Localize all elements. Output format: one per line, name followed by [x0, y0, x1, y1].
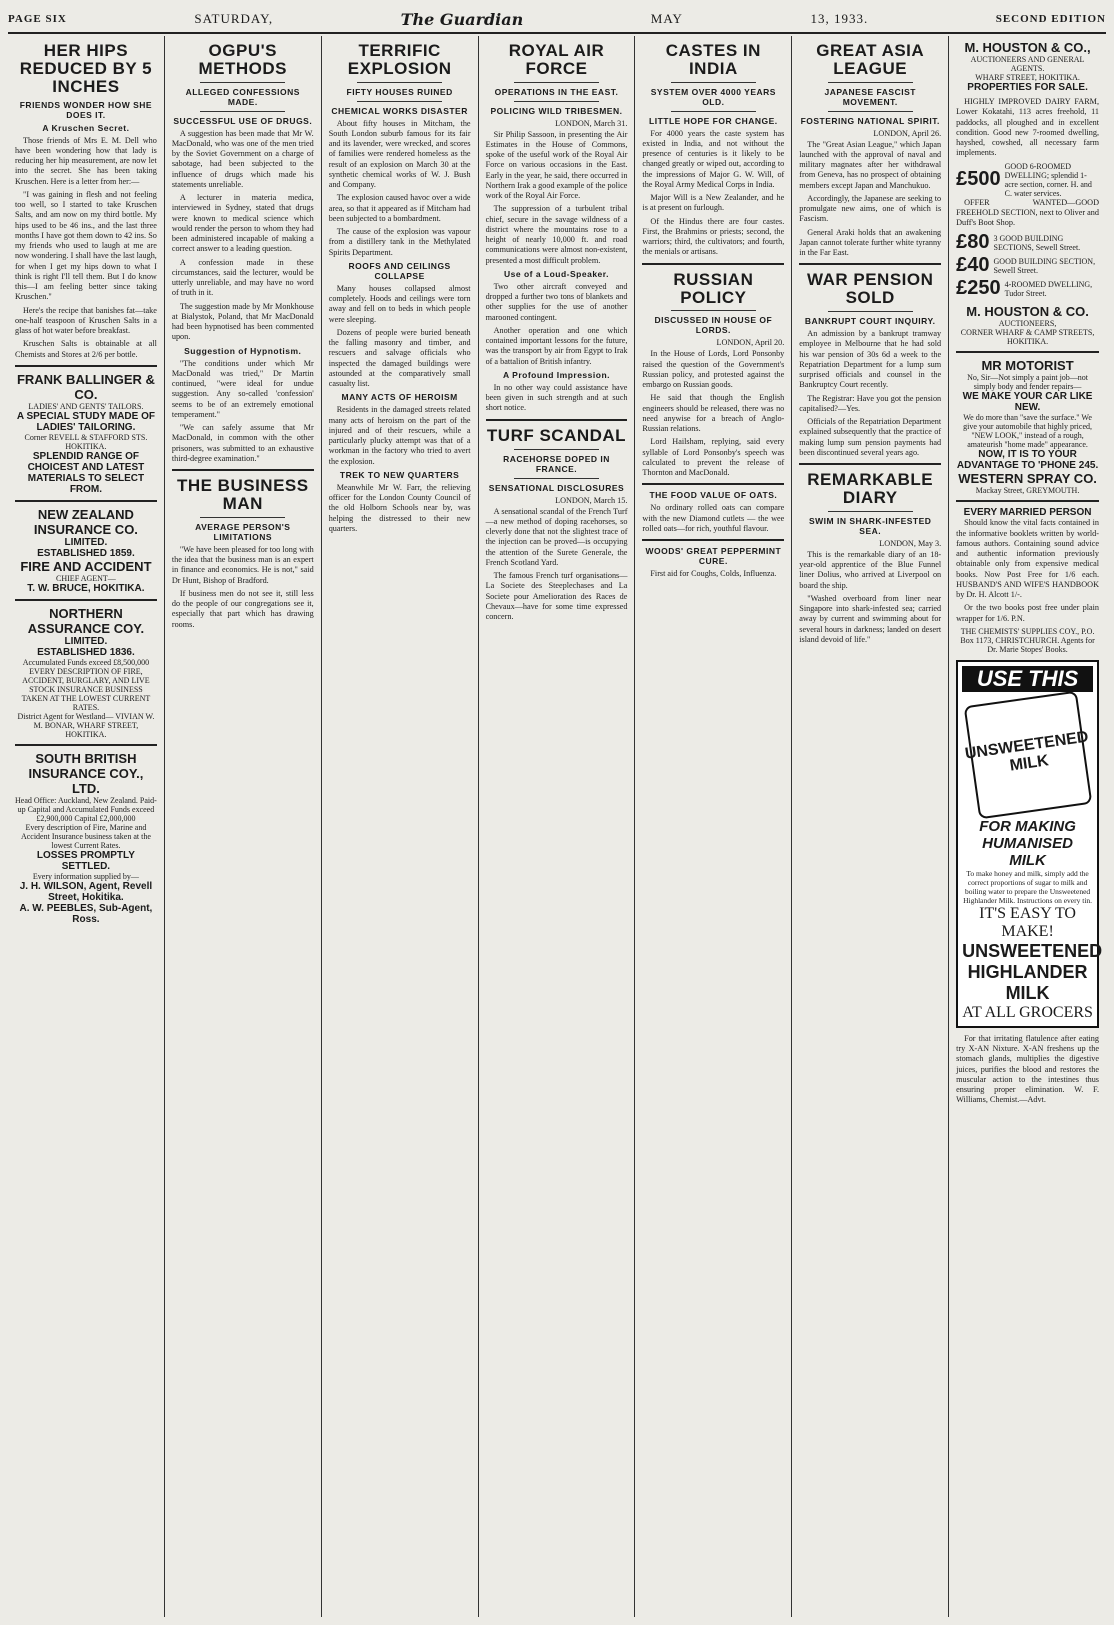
- kicker: TREK TO NEW QUARTERS: [339, 469, 460, 480]
- ad-line: J. H. WILSON, Agent, Revell Street, Hokitika.: [19, 880, 153, 903]
- paragraph: Those friends of Mrs E. M. Dell who have been wondering how that lady is reducing her hip measurement, are now let into the secret. She has been taking Kruschen. Here is a letter from her:—: [15, 135, 157, 186]
- divider: [956, 500, 1099, 502]
- ad-line: SPLENDID RANGE OF CHOICEST AND LATEST MATERIALS TO SELECT FROM.: [27, 450, 145, 495]
- ad-line: ESTABLISHED 1836.: [37, 646, 135, 658]
- subhead: ALLEGED CONFESSIONS MADE.: [185, 86, 300, 107]
- subhead: BANKRUPT COURT INQUIRY.: [804, 316, 936, 327]
- masthead-month: MAY: [650, 11, 683, 26]
- ad-title: EVERY MARRIED PERSON: [963, 507, 1092, 519]
- ad-address: Mackay Street, GREYMOUTH.: [975, 486, 1080, 496]
- divider: [828, 82, 913, 83]
- paragraph: Officials of the Repatriation Department explained subsequently that the practice of making lump sum pension payments had been discontinued several years ago.: [799, 417, 942, 457]
- paragraph: Major Will is a New Zealander, and he is at present on furlough.: [642, 193, 785, 213]
- paragraph: The famous French turf organisations—La Societe des Steeplechases and La Societe pour Amelioration des Races de Chevaux—have for some time expressed concern.: [485, 571, 628, 622]
- paragraph: The suggestion made by Mr Monkhouse at Bialystok, Poland, that Mr MacDonald had been hypnotised has been commented upon.: [171, 301, 314, 342]
- paragraph: "The conditions under which Mr MacDonald was tried," Dr Martin continued, "were ideal for undue suggestion. Any so-called 'confession' seems to be of an extremely emotional temperament.": [171, 358, 314, 419]
- paragraph: No ordinary rolled oats can compare with the new Diamond cutlets — the wee rolled oats—for rich, youthful flavour.: [642, 503, 785, 533]
- column-3: [322, 36, 479, 1617]
- dateline: LONDON, April 26.: [873, 128, 942, 138]
- price-value: £250: [956, 277, 1001, 300]
- divider: [671, 82, 756, 83]
- ad-title: MR MOTORIST: [981, 358, 1074, 374]
- paragraph: Two other aircraft conveyed and dropped a further two tons of blankets and other supplies for the use of another marooned contingent.: [485, 281, 628, 322]
- headline-castes: CASTES IN INDIA: [665, 41, 761, 78]
- ad-line: ESTABLISHED 1859.: [37, 547, 135, 559]
- headline-remarkable-diary: REMARKABLE DIARY: [807, 470, 934, 507]
- kicker: WOODS' GREAT PEPPERMINT CURE.: [645, 546, 782, 567]
- ad-paragraph: Should know the vital facts contained in the informative booklets written by world-famous authors. Containing sound advice and authentic information previously obtainable only from expensive medical books. Now Post Free for 1/6 each. HUSBAND'S AND WIFE'S HANDBOOK by Dr. H. Alcott 1/-.: [956, 518, 1099, 599]
- ad-line: LIMITED.: [64, 635, 108, 647]
- paragraph: Here's the recipe that banishes fat—take one-half teaspoon of Kruschen Salts in a glass of hot water before breakfast.: [15, 305, 157, 336]
- dateline: LONDON, March 31.: [555, 118, 628, 128]
- milk-use-this: USE THIS: [962, 666, 1093, 692]
- paragraph: Another operation and one which contained important lessons for the future, was the transport by air from Egypt to Irak of a battalion of British infantry.: [485, 325, 628, 366]
- paragraph: Many houses collapsed almost completely. Hoods and ceilings were torn away and fell on to beds in which people were sleeping.: [328, 283, 471, 324]
- paragraph: The "Great Asian League," which Japan launched with the approval of naval and military magnates after her withdrawal from Geneva, has no prospect of obtaining members except Japan and Manchukuo.: [799, 139, 942, 190]
- price-value: £40: [956, 254, 990, 277]
- divider: [15, 744, 157, 746]
- divider: [799, 463, 941, 465]
- kicker: Use of a Loud-Speaker.: [503, 268, 609, 279]
- headline-hips: HER HIPS REDUCED BY 5 INCHES: [19, 41, 153, 96]
- divider: [172, 469, 314, 471]
- milk-can-label: UNSWEETENED MILK: [963, 728, 1090, 775]
- paragraph: For 4000 years the caste system has existed in India, and not without the presence of centuries is it likely to be changed greatly or wiped out, according to the impressions of Major G. W. Will, of the Royal Army Medical Corps in India.: [642, 128, 785, 189]
- price-text: GOOD BUILDING SECTION, Sewell Street.: [993, 256, 1096, 275]
- price-listing: [956, 162, 1099, 198]
- price-value: £80: [956, 231, 990, 254]
- ad-line: District Agent for Westland— VIVIAN W. M. BONAR, WHARF STREET, HOKITIKA.: [17, 711, 155, 739]
- kicker: A Profound Impression.: [502, 369, 610, 380]
- ad-address: CORNER WHARF & CAMP STREETS, HOKITIKA.: [960, 328, 1095, 347]
- ad-line: CHIEF AGENT—: [56, 573, 116, 583]
- paragraph: Dozens of people were buried beneath the falling masonry and timber, and rescuers and salvage officials who inspected the damaged buildings were astounded at the comparatively small casualty list.: [328, 327, 471, 389]
- milk-brand-1: UNSWEETENED: [962, 940, 1103, 961]
- column-5: [635, 36, 792, 1617]
- ad-northern-assurance: [15, 606, 157, 739]
- paragraph: "I was gaining in flesh and not feeling too well, so I started to take Kruschen Salts, and am now on my third bottle. My hips used to be 46 ins., and the last three months I have got them down to 42 ins. So my friends who used to laugh at me are now wondering. I shall have the last laugh, for when I get my hips down to what I think is right I'll tell them. But I do know this—I am feeling better since taking Kruschen.": [15, 189, 157, 302]
- ad-nz-insurance: [15, 507, 157, 594]
- divider: [200, 111, 285, 112]
- ad-line: FIRE AND ACCIDENT: [20, 558, 152, 574]
- paragraph: The suppression of a turbulent tribal chief, secure in the savage wildness of a district where the mountains rose to a height of nearly 10,000 ft. and road communications were almost non-existent, presented a most difficult problem.: [485, 204, 628, 265]
- paragraph: A lecturer in materia medica, interviewed in Sydney, stated that drugs were known to medical science which would render the person to whom they had been administered incapable of making a correct answer to a leading question.: [171, 193, 314, 254]
- ad-title: FRANK BALLINGER & CO.: [16, 371, 155, 402]
- headline-asia-league: GREAT ASIA LEAGUE: [816, 41, 925, 78]
- ad-line: WE MAKE YOUR CAR LIKE NEW.: [962, 391, 1093, 414]
- headline-russian-policy: RUSSIAN POLICY: [673, 269, 754, 307]
- paragraph: An admission by a bankrupt tramway employee in Melbourne that he had sold his war pension of 30s 6d a week to the Repatriation Department for a lump sum surprised officials and counsel in the Bankruptcy Court recently.: [799, 329, 942, 390]
- price-listing: [956, 254, 1099, 277]
- paragraph: Residents in the damaged streets related many acts of heroism on the part of the injured and of their rescuers, while a particularly plucky attempt was that of a workman in the factory who tried to avert the explosion.: [328, 405, 471, 466]
- paragraph: A confession made in these circumstances, said the lecturer, would be utterly unreliable, and may have no word of truth in it.: [171, 257, 314, 298]
- subhead: SUCCESSFUL USE OF DRUGS.: [173, 115, 313, 126]
- milk-brand-2: HIGHLANDER MILK: [967, 961, 1088, 1003]
- edition-label: SECOND EDITION: [995, 13, 1106, 25]
- subhead: CHEMICAL WORKS DISASTER: [331, 105, 468, 116]
- headline-business-man: THE BUSINESS MAN: [176, 476, 309, 514]
- divider: [514, 478, 599, 479]
- masthead-date: 13, 1933.: [810, 11, 869, 26]
- ad-line: EVERY DESCRIPTION OF FIRE, ACCIDENT, BURGLARY, AND LIVE STOCK INSURANCE BUSINESS TAKEN AT THE LOWEST CURRENT RATES.: [21, 666, 151, 712]
- price-listing: [956, 277, 1099, 300]
- ad-paragraph-xan: For that irritating flatulence after eating try X-AN Nixture. X-AN freshens up the stomach glands, multiplies the digestive juices, purifies the blood and restores the muscular action to the intestines thus ensuring proper elimination. W. F. Williams, Chemist.—Advt.: [956, 1033, 1099, 1105]
- kicker: MANY ACTS OF HEROISM: [341, 392, 458, 403]
- ad-line: NOW, IT IS TO YOUR ADVANTAGE TO 'PHONE 245.: [956, 449, 1099, 472]
- divider: [486, 419, 628, 421]
- headline-war-pension: WAR PENSION SOLD: [807, 270, 934, 308]
- subhead: SENSATIONAL DISCLOSURES: [488, 482, 625, 493]
- subhead: SYSTEM OVER 4000 YEARS OLD.: [650, 86, 776, 107]
- ad-houston-auctioneers: [956, 304, 1099, 346]
- divider: [828, 511, 913, 512]
- ad-line: Accumulated Funds exceed £8,500,000: [22, 657, 150, 667]
- page-number: PAGE SIX: [8, 13, 67, 25]
- column-7: [949, 36, 1106, 1617]
- paragraph: He said that though the English engineers should be released, there was no need anywise for a breach of Anglo-Russian relations.: [642, 393, 785, 434]
- divider: [671, 111, 756, 112]
- divider: [357, 101, 442, 102]
- milk-easy: IT'S EASY TO MAKE!: [979, 904, 1076, 940]
- masthead-day: SATURDAY,: [194, 11, 274, 26]
- ad-western-spray: [956, 358, 1099, 495]
- divider: [642, 483, 784, 485]
- divider: [828, 311, 913, 312]
- divider: [799, 263, 941, 265]
- paragraph: A sensational scandal of the French Turf—a new method of doping racehorses, so cleverly done that not the slightest trace of the injection can be proved—is occupying the attention of the Surete Generale, the French Scotland Yard.: [485, 506, 628, 567]
- divider: [200, 517, 285, 518]
- divider: [642, 263, 784, 265]
- paragraph: In no other way could assistance have been given in such strength and at such short notice.: [485, 382, 628, 413]
- headline-turf: TURF SCANDAL: [486, 425, 627, 445]
- subhead: SWIM IN SHARK-INFESTED SEA.: [808, 515, 932, 536]
- divider: [671, 310, 756, 311]
- divider: [642, 539, 784, 541]
- dateline: LONDON, May 3.: [879, 538, 942, 548]
- divider: [514, 101, 599, 102]
- ad-line: AUCTIONEERS AND GENERAL AGENTS.: [970, 55, 1085, 73]
- ad-paragraph: OFFER WANTED—GOOD FREEHOLD SECTION, next to Oliver and Duff's Boot Shop.: [956, 197, 1099, 227]
- ad-line: We do more than "save the surface." We give your automobile that highly priced, "NEW LOOK," instead of a rough, amateurish "home made" appearance.: [963, 413, 1092, 450]
- price-listing: [956, 231, 1099, 254]
- subhead: FOSTERING NATIONAL SPIRIT.: [800, 115, 940, 126]
- milk-can-icon: [963, 690, 1092, 819]
- ad-highlander-milk: [956, 660, 1103, 1028]
- masthead: [8, 6, 1106, 34]
- ad-address: WHARF STREET, HOKITIKA.: [975, 73, 1080, 82]
- ad-line: T. W. BRUCE, HOKITIKA.: [27, 582, 145, 594]
- paragraph: "Washed overboard from liner near Singapore into shark-infested sea; carried away by current and swimming about for several hours in darkness; landed on desert island devoid of life.": [799, 593, 942, 644]
- ad-line: Every information supplied by—: [32, 871, 139, 881]
- column-4: [479, 36, 636, 1617]
- price-text: 4-ROOMED DWELLING, Tudor Street.: [1004, 279, 1093, 298]
- price-text: GOOD 6-ROOMED DWELLING; splendid 1-acre section, corner. H. and C. water services.: [1004, 161, 1092, 198]
- paragraph: Kruschen Salts is obtainable at all Chemists and Stores at 2/6 per bottle.: [15, 339, 157, 359]
- ad-title: NORTHERN ASSURANCE COY.: [27, 605, 145, 636]
- ad-title: NEW ZEALAND INSURANCE CO.: [33, 506, 138, 537]
- subhead: POLICING WILD TRIBESMEN.: [490, 105, 623, 116]
- headline-ogpu: OGPU'S METHODS: [198, 41, 288, 78]
- ad-line: LOSSES PROMPTLY SETTLED.: [36, 849, 135, 872]
- divider: [200, 82, 285, 83]
- ad-houston-properties: [956, 40, 1099, 93]
- ad-ballinger: [15, 372, 157, 495]
- ad-line: Every description of Fire, Marine and Accident Insurance business taken at the lowest Current Rates.: [20, 822, 151, 850]
- subhead: LITTLE HOPE FOR CHANGE.: [649, 115, 778, 126]
- milk-for-making: FOR MAKING HUMANISED MILK: [979, 817, 1076, 869]
- paragraph: Sir Philip Sassoon, in presenting the Air Estimates in the House of Commons, spoke of the useful work of the Royal Air Force on various occasions in the East. Early in the year, he said, there occurred in Northern Irak a good example of the police work of the Royal Air Force.: [485, 129, 628, 201]
- subhead: AVERAGE PERSON'S LIMITATIONS: [195, 521, 291, 542]
- subhead: JAPANESE FASCIST MOVEMENT.: [824, 86, 916, 107]
- columns: [8, 36, 1106, 1617]
- ad-address: Corner REVELL & STAFFORD STS. HOKITIKA.: [24, 432, 148, 451]
- milk-instructions: To make honey and milk, simply add the correct proportions of sugar to milk and boiling water to prepare the Unsweetened Highlander Milk. Instructions on every tin.: [963, 868, 1093, 905]
- ad-married-person: [956, 507, 1099, 654]
- ad-company: WESTERN SPRAY CO.: [958, 471, 1097, 487]
- kicker: ROOFS AND CEILINGS COLLAPSE: [348, 260, 451, 281]
- divider: [828, 111, 913, 112]
- ad-line: PROPERTIES FOR SALE.: [967, 82, 1088, 93]
- ad-line: A SPECIAL STUDY MADE OF LADIES' TAILORING.: [16, 410, 155, 433]
- divider: [15, 500, 157, 502]
- ad-title: SOUTH BRITISH INSURANCE COY., LTD.: [28, 750, 144, 796]
- paragraph: The cause of the explosion was vapour from a distillery tank in the Methylated Spirits Department.: [328, 227, 471, 257]
- ad-line: No, Sir—Not simply a paint job—not simply body and fender repairs—: [967, 373, 1089, 392]
- paragraph: The explosion caused havoc over a wide area, so that it appeared as if Mitcham had been subjected to a bombardment.: [328, 193, 471, 223]
- paragraph: In the House of Lords, Lord Ponsonby raised the question of the Government's Russian policy, and protested against the embargo on Russian goods.: [642, 349, 785, 390]
- subhead: DISCUSSED IN HOUSE OF LORDS.: [654, 315, 773, 336]
- dateline: LONDON, April 20.: [716, 338, 785, 348]
- divider: [514, 82, 599, 83]
- divider: [956, 351, 1099, 353]
- paragraph: Of the Hindus there are four castes. First, the Brahmins or priests; second, the warriors; third, the cultivators; and fourth, the menials or artisans.: [642, 216, 785, 257]
- paper-title: The Guardian: [400, 9, 524, 29]
- column-2: [165, 36, 322, 1617]
- ad-line: THE CHEMISTS' SUPPLIES COY., P.O. Box 1173, CHRISTCHURCH. Agents for Dr. Marie Stopes' Books.: [960, 626, 1095, 654]
- subhead-hips: FRIENDS WONDER HOW SHE DOES IT.: [19, 99, 153, 120]
- ad-paragraph: HIGHLY IMPROVED DAIRY FARM, Lower Kokatahi, 113 acres freehold, 11 paddocks, all ploughed and in excellent condition. Good new 7-roomed dwelling, hayshed, cowshed, all necessary farm implements.: [956, 97, 1099, 158]
- paragraph: The Registrar: Have you got the pension capitalised?—Yes.: [799, 393, 942, 413]
- divider: [357, 82, 442, 83]
- paragraph: Accordingly, the Japanese are seeking to promulgate new aims, one of which is Fascism.: [799, 193, 942, 224]
- paragraph: "We have been pleased for too long with the idea that the business man is an expert in finance and economics. He is not," said Dr Hunt, Bishop of Bradford.: [171, 544, 314, 585]
- price-text: 3 GOOD BUILDING SECTIONS, Sewell Street.: [993, 233, 1081, 252]
- kicker: THE FOOD VALUE OF OATS.: [649, 490, 778, 501]
- subhead: RACEHORSE DOPED IN FRANCE.: [503, 453, 610, 474]
- ad-line: LIMITED.: [64, 536, 108, 548]
- kicker: Suggestion of Hypnotism.: [184, 345, 302, 356]
- divider: [15, 599, 157, 601]
- paragraph: Lord Hailsham, replying, said every syllable of Lord Ponsonby's speech was calculated to prevent the release of Thornton and MacDonald.: [642, 437, 785, 478]
- headline-raf: ROYAL AIR FORCE: [508, 41, 605, 78]
- paragraph: About fifty houses in Mitcham, the South London suburb famous for its fair and its lavender, were wrecked, and scores of families were rendered homeless as the result of an explosion on March 30 at the synthetic chemical works of W. J. Bush and Company.: [328, 118, 471, 190]
- kicker-sub: First aid for Coughs, Colds, Influenza.: [650, 569, 777, 579]
- subhead: OPERATIONS IN THE EAST.: [494, 86, 619, 97]
- ad-line: Head Office: Auckland, New Zealand. Paid-up Capital and Accumulated Funds exceed £2,900,000 Capital £2,000,000: [15, 795, 157, 823]
- ad-title: M. HOUSTON & CO.: [966, 304, 1089, 320]
- dateline: LONDON, March 15.: [555, 495, 628, 505]
- milk-grocers: AT ALL GROCERS: [962, 1003, 1093, 1021]
- paragraph: "We can safely assume that Mr MacDonald, in common with the other prisoners, was submitted to an exhaustive third-degree examination.": [171, 423, 314, 463]
- divider: [514, 449, 599, 450]
- paragraph: A suggestion has been made that Mr W. MacDonald, who was one of the men tried by the Soviet Government on a charge of sabotage, had been subjected to the influence of drugs which made his statements unreliable.: [171, 128, 314, 189]
- ad-line: AUCTIONEERS,: [998, 319, 1057, 329]
- paragraph: General Araki holds that an awakening Japan cannot tolerate further white tyranny in the Far East.: [799, 227, 942, 258]
- price-value: £500: [956, 168, 1001, 190]
- divider: [15, 365, 157, 367]
- paragraph: This is the remarkable diary of an 18-year-old apprentice of the Blue Funnel liner Dolius, who arrived at Liverpool on board the ship.: [799, 549, 942, 590]
- ad-line: LADIES' AND GENTS' TAILORS.: [28, 401, 144, 411]
- column-1: [8, 36, 165, 1617]
- subhead: FIFTY HOUSES RUINED: [346, 86, 453, 97]
- paragraph: If business men do not see it, still less do the people of our congregations see it, especially that part which has drawing rooms.: [171, 588, 314, 629]
- headline-explosion: TERRIFIC EXPLOSION: [347, 41, 452, 78]
- ad-line: A. W. PEEBLES, Sub-Agent, Ross.: [19, 902, 153, 925]
- paragraph: Meanwhile Mr W. Farr, the relieving officer for the London County Council of the old Holborn Schools near by, was helping the distressed to their new quarters.: [328, 482, 471, 533]
- ad-paragraph: Or the two books post free under plain wrapper for 1/6. P.N.: [956, 603, 1099, 623]
- ad-south-british: [15, 751, 157, 925]
- column-6: [792, 36, 949, 1617]
- kicker-kruschen: A Kruschen Secret.: [42, 122, 130, 133]
- ad-title: M. HOUSTON & CO.,: [964, 40, 1091, 55]
